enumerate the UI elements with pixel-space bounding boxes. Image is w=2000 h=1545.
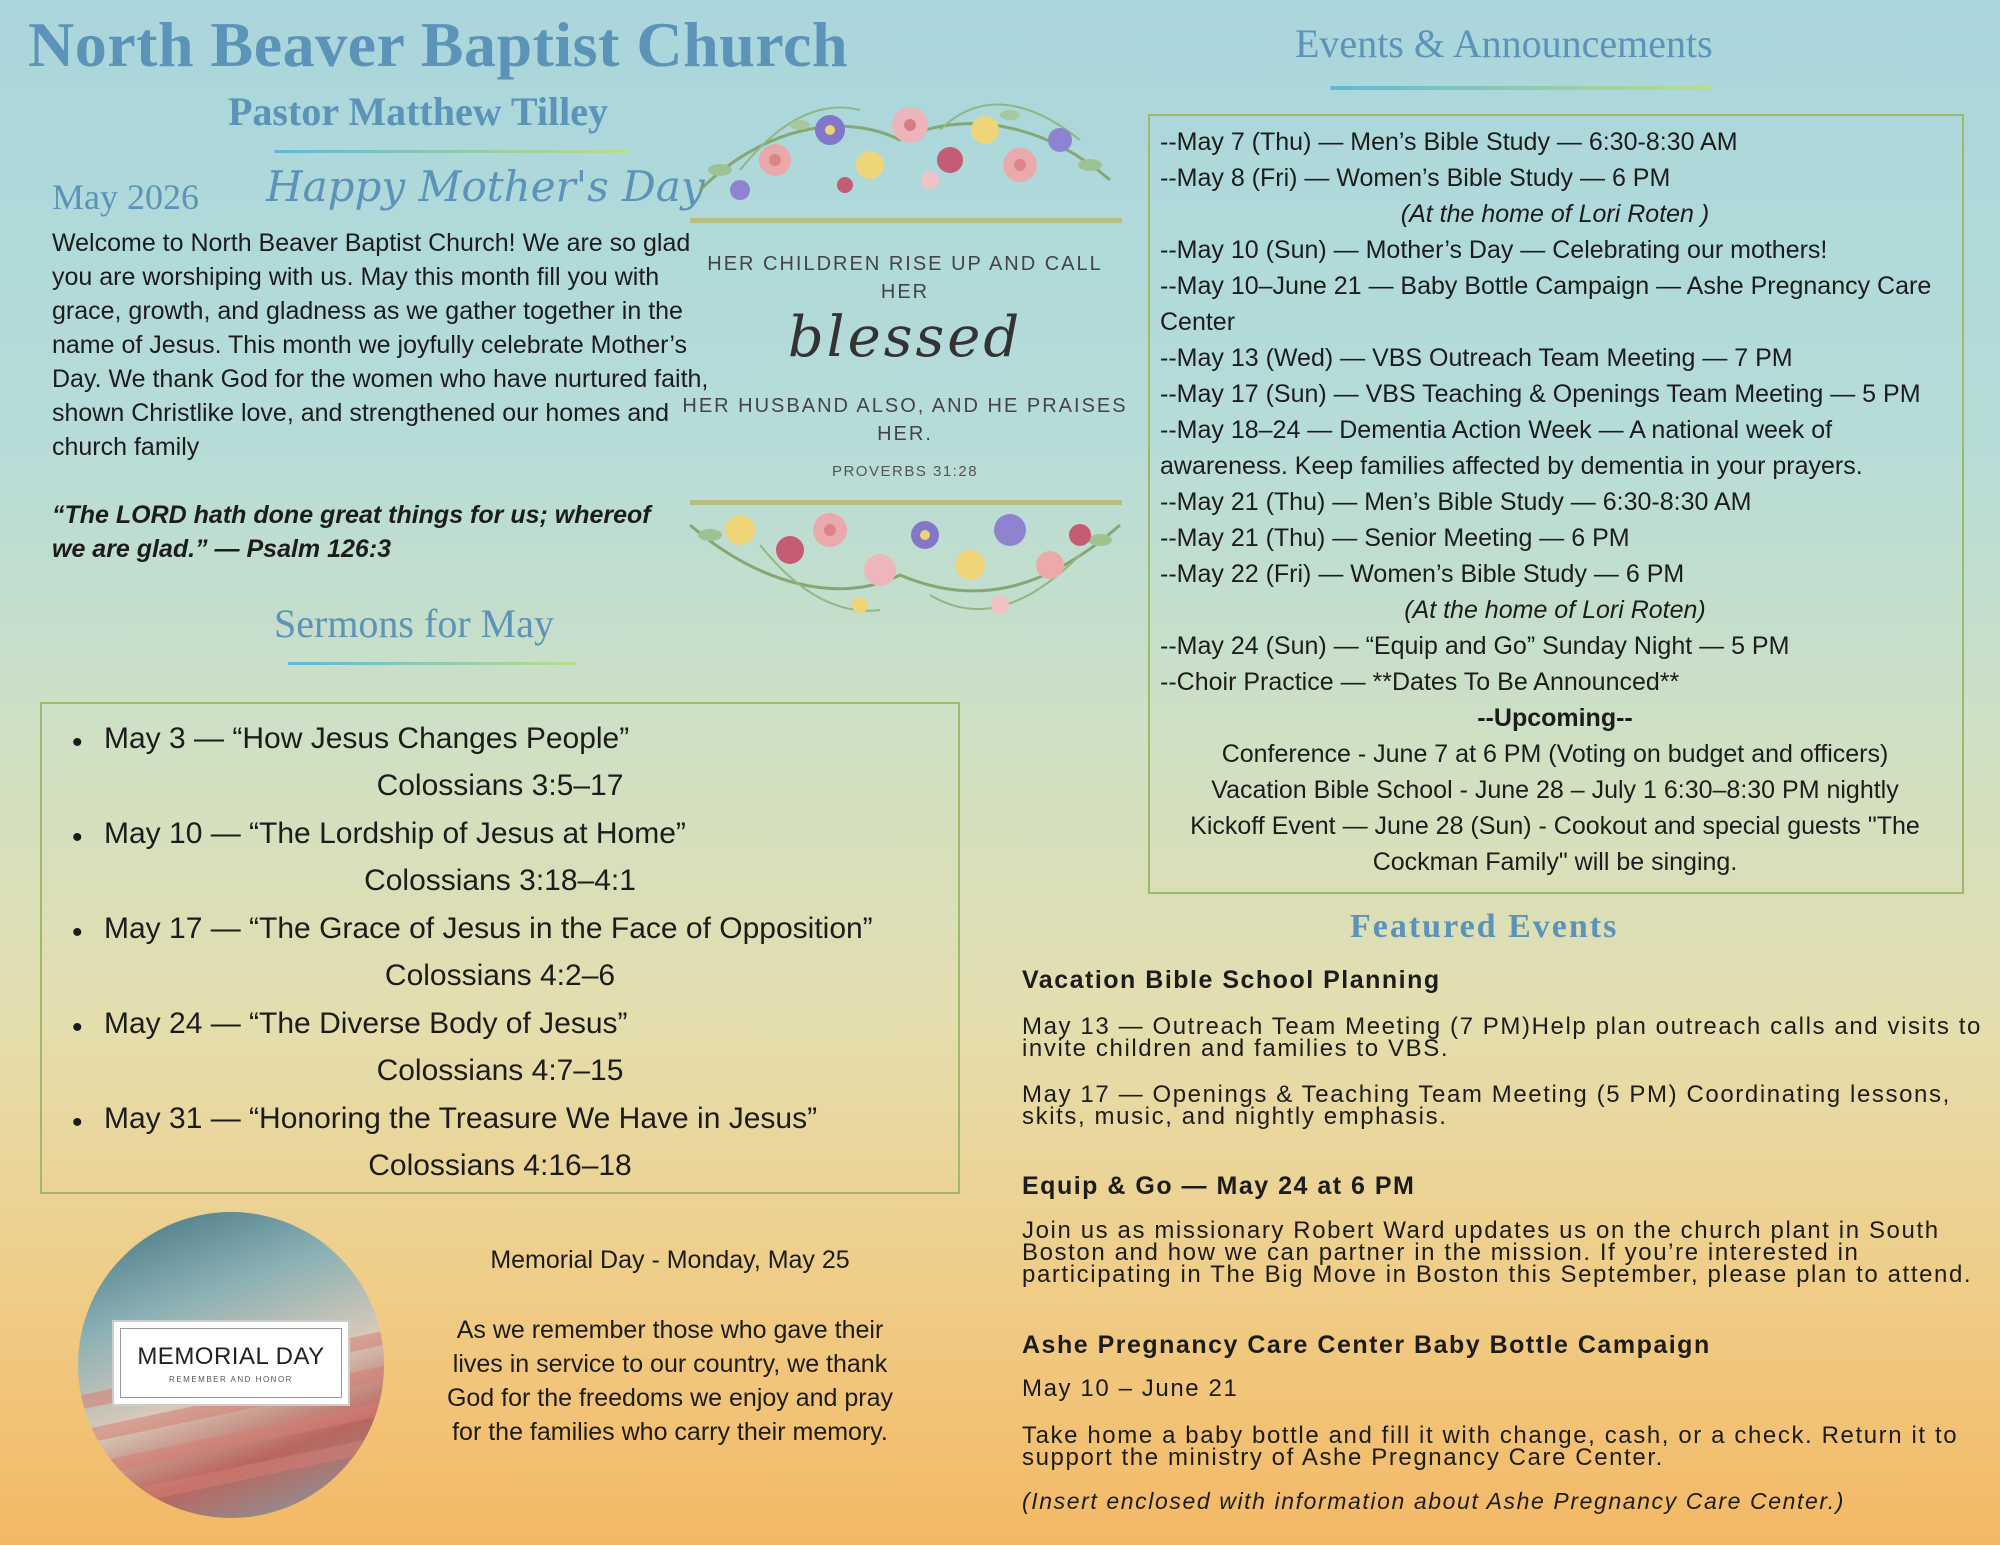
upcoming-item: Vacation Bible School - June 28 – July 1 6:30–8:30 PM nightly xyxy=(1211,776,1899,804)
card-line-1: HER CHILDREN RISE UP AND CALL HER xyxy=(707,253,1103,303)
memorial-day-title: Memorial Day - Monday, May 25 xyxy=(490,1246,850,1274)
pastor-underline xyxy=(274,150,630,153)
baby-bottle-heading: Ashe Pregnancy Care Center Baby Bottle Campaign xyxy=(1022,1331,1711,1359)
event-item: --May 7 (Thu) — Men’s Bible Study — 6:30-8:30 AM xyxy=(1160,128,1738,156)
card-top-rule xyxy=(690,218,1122,223)
sermons-underline xyxy=(288,662,576,665)
sermon-item xyxy=(42,904,958,999)
card-blessed-script: blessed xyxy=(787,305,1023,370)
pastor-name: Pastor Matthew Tilley xyxy=(228,89,608,134)
event-item: --May 17 (Sun) — VBS Teaching & Openings Team Meeting — 5 PM xyxy=(1160,380,1921,408)
events-heading: Events & Announcements xyxy=(1295,21,1713,66)
event-item: --May 21 (Thu) — Senior Meeting — 6 PM xyxy=(1160,524,1630,552)
floral-top-image xyxy=(680,70,1130,210)
sermon-list xyxy=(42,714,958,1189)
memorial-label-title: MEMORIAL DAY xyxy=(137,1343,325,1370)
card-line-2: HER HUSBAND ALSO, AND HE PRAISES HER. xyxy=(682,395,1128,445)
sermon-title: May 24 — “The Diverse Body of Jesus” xyxy=(104,1007,628,1040)
sermon-item xyxy=(42,1094,958,1189)
sermons-heading: Sermons for May xyxy=(274,601,554,646)
baby-bottle-paragraph: Take home a baby bottle and fill it with change, cash, or a check. Return it to support the ministry of Ashe Pregnancy Care Center. xyxy=(1022,1422,1959,1471)
mothers-day-script: Happy Mother's Day xyxy=(266,162,705,211)
baby-bottle-dates: May 10 – June 21 xyxy=(1022,1375,1239,1402)
month-label: May 2026 xyxy=(52,177,199,217)
event-item: --May 22 (Fri) — Women’s Bible Study — 6 PM xyxy=(1160,560,1685,588)
sermon-reference: Colossians 4:16–18 xyxy=(368,1149,632,1182)
vbs-planning-heading: Vacation Bible School Planning xyxy=(1022,966,1441,994)
card-reference: PROVERBS 31:28 xyxy=(831,463,979,480)
sermon-item xyxy=(42,714,958,809)
vbs-teaching-paragraph: May 17 — Openings & Teaching Team Meeting (5 PM) Coordinating lessons, skits, music, and nightly emphasis. xyxy=(1022,1081,1951,1130)
event-item: --May 10 (Sun) — Mother’s Day — Celebrating our mothers! xyxy=(1160,236,1828,264)
sermon-title: May 3 — “How Jesus Changes People” xyxy=(104,722,630,755)
sermon-title: May 31 — “Honoring the Treasure We Have in Jesus” xyxy=(104,1102,818,1135)
events-box xyxy=(1148,114,1964,894)
bullet-icon: • xyxy=(72,821,83,854)
event-item: --May 21 (Thu) — Men’s Bible Study — 6:30-8:30 AM xyxy=(1160,488,1752,516)
church-name: North Beaver Baptist Church xyxy=(28,9,849,80)
sermon-title: May 17 — “The Grace of Jesus in the Face of Opposition” xyxy=(104,912,873,945)
sermon-item xyxy=(42,809,958,904)
event-item: --May 13 (Wed) — VBS Outreach Team Meeting — 7 PM xyxy=(1160,344,1793,372)
sermon-reference: Colossians 3:18–4:1 xyxy=(364,864,636,897)
sermon-item xyxy=(42,999,958,1094)
vbs-outreach-paragraph: May 13 — Outreach Team Meeting (7 PM)Help plan outreach calls and visits to invite children and families to VBS. xyxy=(1022,1013,1982,1062)
events-underline xyxy=(1330,86,1712,90)
event-item: --May 24 (Sun) — “Equip and Go” Sunday Night — 5 PM xyxy=(1160,632,1790,660)
bullet-icon: • xyxy=(72,916,83,949)
events-list xyxy=(1160,124,1950,880)
bullet-icon: • xyxy=(72,726,83,759)
equip-go-paragraph: Join us as missionary Robert Ward updates us on the church plant in South Boston and how we can partner in the mission. If you’re interested in participating in The Big Move in Boston this September, please plan to attend. xyxy=(1022,1217,1973,1288)
baby-bottle-note: (Insert enclosed with information about Ashe Pregnancy Care Center.) xyxy=(1022,1488,1846,1514)
memorial-label-subtitle: REMEMBER AND HONOR xyxy=(169,1375,293,1384)
upcoming-item: Kickoff Event — June 28 (Sun) - Cookout and special guests "The Cockman Family" will be singing. xyxy=(1190,812,1920,876)
upcoming-item: Conference - June 7 at 6 PM (Voting on budget and officers) xyxy=(1221,740,1889,768)
featured-heading: Featured Events xyxy=(1350,908,1619,945)
event-item: --Choir Practice — **Dates To Be Announced** xyxy=(1160,668,1680,696)
sermon-reference: Colossians 4:2–6 xyxy=(384,959,616,992)
bullet-icon: • xyxy=(72,1011,83,1044)
memorial-day-label xyxy=(112,1320,350,1406)
floral-bottom-image xyxy=(680,495,1130,635)
bullet-icon: • xyxy=(72,1106,83,1139)
welcome-paragraph: Welcome to North Beaver Baptist Church! We are so glad you are worshiping with us. May this month fill you with grace, growth, and gladness as we gather together in the name of Jesus. This month we joyfully celebrate Mother’s Day. We thank God for the women who have nurtured faith, shown Christlike love, and strengthened our homes and church family xyxy=(52,229,709,461)
card-bottom-rule xyxy=(690,500,1122,505)
event-item: --May 18–24 — Dementia Action Week — A national week of awareness. Keep families affected by dementia in your prayers. xyxy=(1160,416,1863,480)
equip-go-heading: Equip & Go — May 24 at 6 PM xyxy=(1022,1172,1416,1200)
event-note: (At the home of Lori Roten) xyxy=(1404,596,1706,624)
event-note: (At the home of Lori Roten ) xyxy=(1400,200,1710,228)
memorial-day-text: As we remember those who gave their lives in service to our country, we thank God for the freedoms we enjoy and pray for the families who carry their memory. xyxy=(446,1316,894,1446)
sermon-title: May 10 — “The Lordship of Jesus at Home” xyxy=(104,817,686,850)
psalm-verse: “The LORD hath done great things for us; whereof we are glad.” — Psalm 126:3 xyxy=(52,501,651,563)
event-item: --May 10–June 21 — Baby Bottle Campaign — Ashe Pregnancy Care Center xyxy=(1160,272,1932,336)
event-item: --May 8 (Fri) — Women’s Bible Study — 6 PM xyxy=(1160,164,1671,192)
sermon-reference: Colossians 3:5–17 xyxy=(376,769,624,802)
upcoming-heading: --Upcoming-- xyxy=(1477,704,1633,732)
sermons-box xyxy=(40,702,960,1194)
sermon-reference: Colossians 4:7–15 xyxy=(376,1054,624,1087)
